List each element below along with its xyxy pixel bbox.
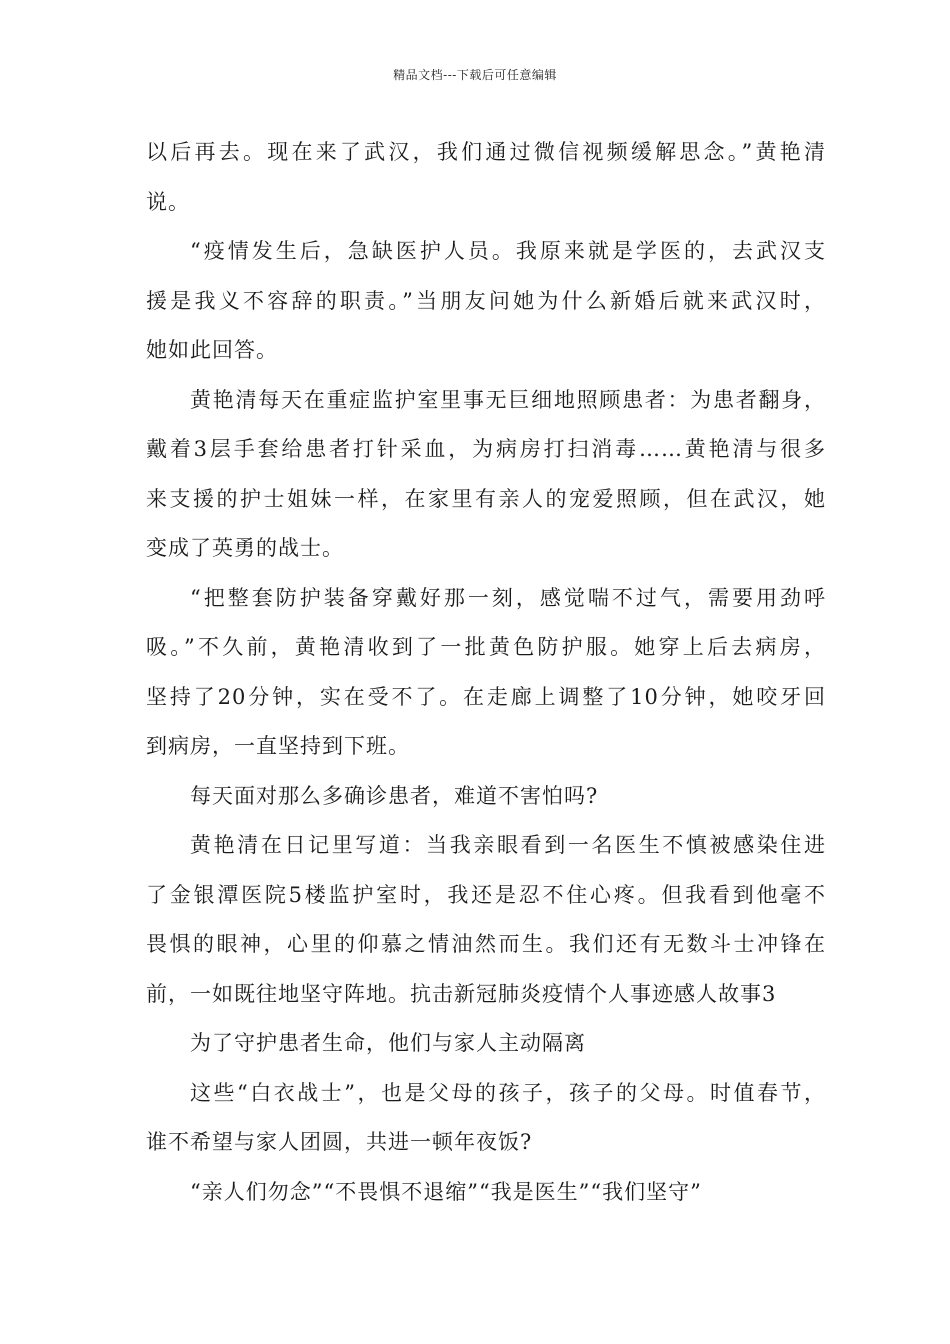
text-line: 这些“白衣战士”，也是父母的孩子，孩子的父母。时值春节， (190, 1080, 826, 1105)
text-line: 说。 (146, 189, 190, 214)
text-line: 了金银潭医院5楼监护室时，我还是忍不住心疼。但我看到他毫不 (146, 882, 826, 907)
text-line: 谁不希望与家人团圆，共进一顿年夜饭? (146, 1130, 533, 1154)
text-line: “疫情发生后，急缺医护人员。我原来就是学医的，去武汉支 (190, 239, 826, 263)
text-line: 来支援的护士姐妹一样，在家里有亲人的宠爱照顾，但在武汉，她 (146, 486, 826, 511)
text-line: 以后再去。现在来了武汉，我们通过微信视频缓解思念。”黄艳清 (146, 140, 826, 164)
text-line: 黄艳清在日记里写道：当我亲眼看到一名医生不慎被感染住进 (190, 833, 826, 857)
text-line: 黄艳清每天在重症监护室里事无巨细地照顾患者：为患者翻身， (190, 387, 826, 412)
page-header: 精品文档---下载后可任意编辑 (393, 68, 557, 82)
text-line: 前，一如既往地坚守阵地。抗击新冠肺炎疫情个人事迹感人故事3 (146, 981, 777, 1006)
text-line: 到病房，一直坚持到下班。 (146, 734, 410, 758)
text-line: 每天面对那么多确诊患者，难道不害怕吗? (190, 783, 599, 808)
document-body (146, 128, 826, 1217)
text-line: “亲人们勿念”“不畏惧不退缩”“我是医生”“我们坚守” (190, 1179, 702, 1204)
text-line: 援是我义不容辞的职责。”当朋友问她为什么新婚后就来武汉时， (146, 288, 826, 313)
text-line: 她如此回答。 (146, 338, 278, 362)
text-line: 吸。”不久前，黄艳清收到了一批黄色防护服。她穿上后去病房， (146, 635, 826, 659)
text-line: 戴着3层手套给患者打针采血，为病房打扫消毒……黄艳清与很多 (146, 437, 826, 461)
text-line: 坚持了20分钟，实在受不了。在走廊上调整了10分钟，她咬牙回 (146, 684, 826, 709)
text-line: 变成了英勇的战士。 (146, 536, 344, 560)
text-line: 畏惧的眼神，心里的仰慕之情油然而生。我们还有无数斗士冲锋在 (146, 932, 826, 956)
text-line: 为了守护患者生命，他们与家人主动隔离 (190, 1031, 586, 1055)
text-line: “把整套防护装备穿戴好那一刻，感觉喘不过气，需要用劲呼 (190, 585, 826, 610)
